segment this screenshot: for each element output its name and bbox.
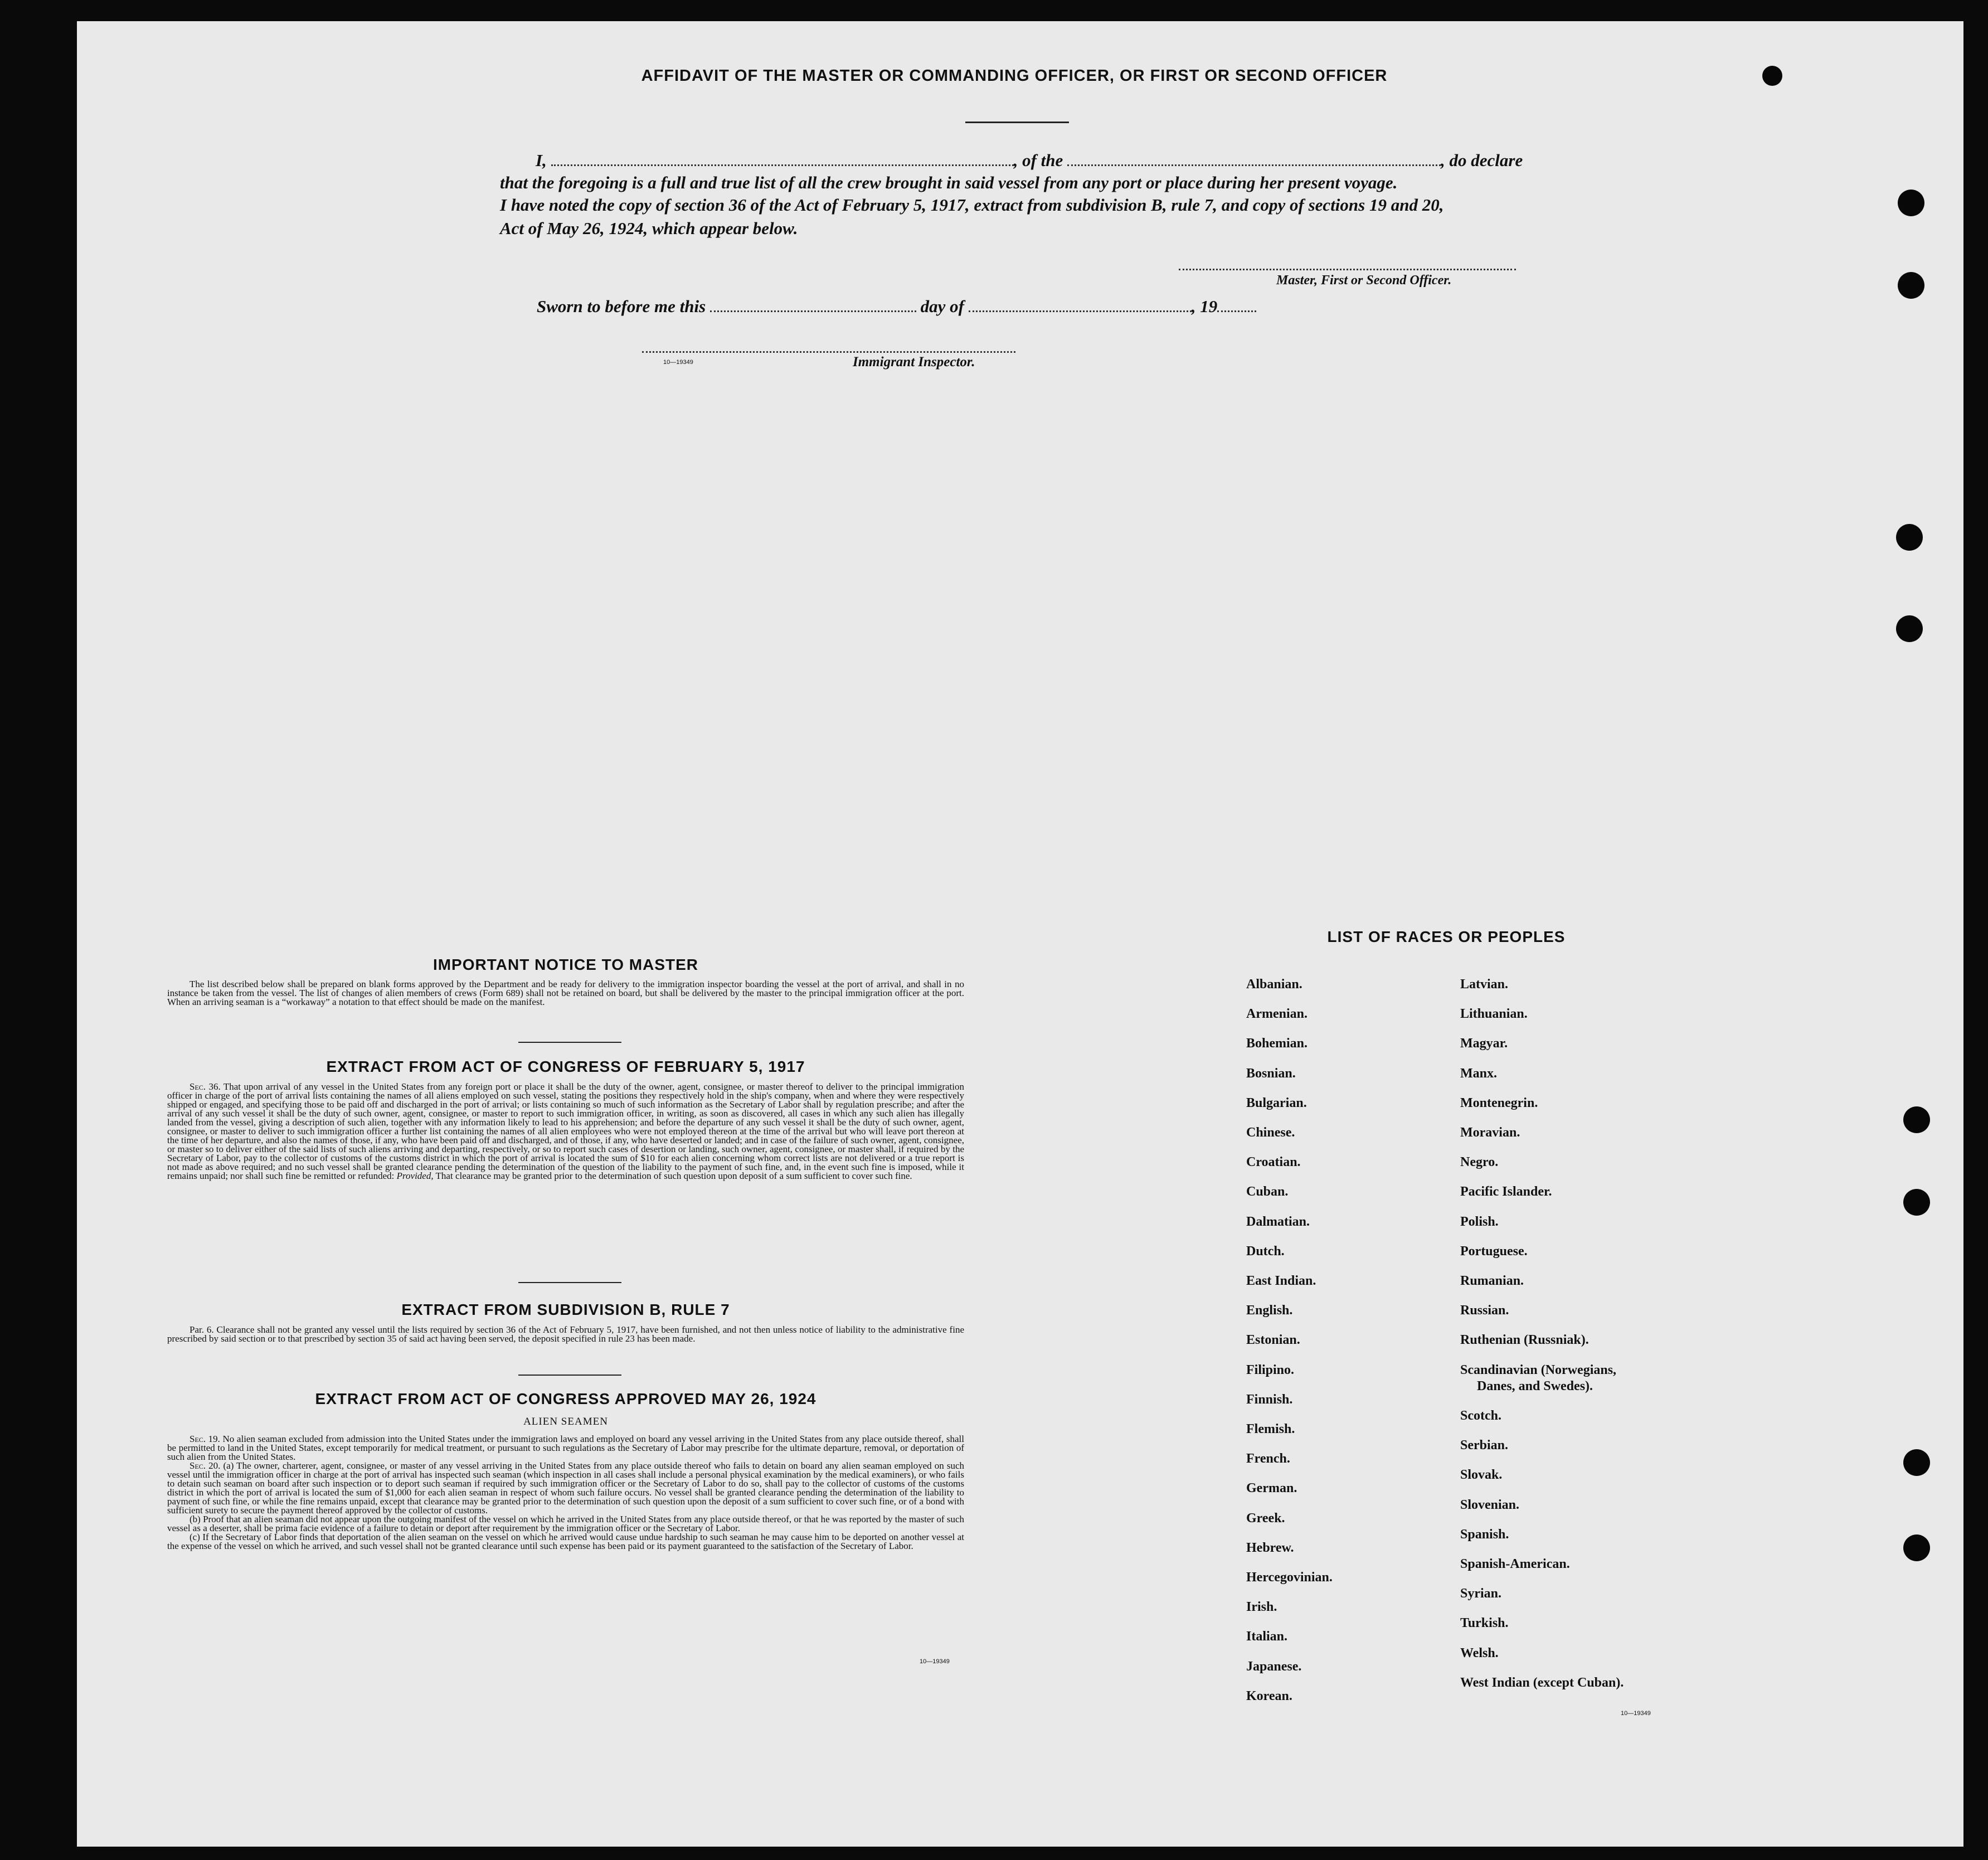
race-item: Dutch.	[1246, 1244, 1285, 1259]
extract-1917-title: EXTRACT FROM ACT OF CONGRESS OF FEBRUARY 5, 1917	[326, 1058, 805, 1075]
race-item: Scandinavian (Norwegians,	[1460, 1363, 1617, 1377]
signature-caption: Master, First or Second Officer.	[1276, 273, 1452, 288]
inspector-signature-line	[642, 351, 1015, 353]
affidavit-line-3: I have noted the copy of section 36 of the Act of February 5, 1917, extract from subdivision B, rule 7, and copy of sections 19 and 20,	[500, 195, 1444, 215]
race-item: Greek.	[1246, 1511, 1285, 1526]
divider-3	[518, 1375, 621, 1376]
race-item: Pacific Islander.	[1460, 1184, 1552, 1199]
affidavit-line-1	[500, 149, 1542, 172]
sec20b-paragraph: (b) Proof that an alien seaman did not appear upon the outgoing manifest of the vessel on which he arrived in the United States from any place outside thereof, or that he was reported by the master of such vessel as a deserter, shall be prima facie evidence of a failure to detain or deport after requirement by the immigration officer or the Secretary of Labor.	[167, 1514, 964, 1533]
race-item: Syrian.	[1460, 1586, 1502, 1601]
sec20a-paragraph	[167, 1461, 964, 1515]
race-item: West Indian (except Cuban).	[1460, 1676, 1624, 1690]
race-item: Albanian.	[1246, 977, 1302, 992]
rule7-paragraph: Par. 6. Clearance shall not be granted any vessel until the lists required by section 36 of the Act of February 5, 1917, have been furnished, and not then unless notice of liability to the administrative fine prescribed by said section or to that prescribed by section 35 of said act having been served, the deposit specified in rule 23 has been made.	[167, 1324, 964, 1344]
sec36-paragraph	[167, 1082, 964, 1181]
extract-form-number: 10—19349	[920, 1658, 950, 1665]
race-item: German.	[1246, 1481, 1297, 1495]
sworn-month-blank	[969, 310, 1192, 312]
punch-hole	[1898, 190, 1924, 216]
proviso-word: Provided,	[396, 1171, 434, 1181]
divider-2	[518, 1282, 621, 1283]
sworn-day-blank	[710, 310, 916, 312]
proviso-text: That clearance may be granted prior to the determination of such question upon deposit of a sum sufficient to cover such fine.	[435, 1171, 912, 1181]
affidavit-line-2: that the foregoing is a full and true list of all the crew brought in said vessel from any port or place during her present voyage.	[500, 173, 1398, 192]
notice-body	[167, 980, 964, 1007]
extract-1924-title: EXTRACT FROM ACT OF CONGRESS APPROVED MAY 26, 1924	[315, 1390, 816, 1407]
sec20c-paragraph: (c) If the Secretary of Labor finds that deportation of the alien seaman on the vessel on which he arrived would cause undue hardship to such seaman he may cause him to be deported on another vessel at the expense of the vessel on which he arrived, and such vessel shall not be granted clearance until such expense has been paid or its payment guaranteed to the satisfaction of the Secretary of Labor.	[167, 1532, 964, 1551]
race-item: Dalmatian.	[1246, 1215, 1310, 1229]
punch-hole	[1903, 1189, 1930, 1216]
punch-hole	[1762, 66, 1782, 86]
race-item: Armenian.	[1246, 1007, 1307, 1021]
race-item: Hebrew.	[1246, 1541, 1294, 1555]
affidavit-title: AFFIDAVIT OF THE MASTER OR COMMANDING OFFICER, OR FIRST OR SECOND OFFICER	[641, 67, 1388, 85]
affidavit-of-the: , of the	[1013, 150, 1063, 170]
vessel-blank	[1067, 164, 1441, 166]
sec36-text: That upon arrival of any vessel in the United States from any foreign port or place it shall be the duty of the owner, agent, consignee, or master thereof to deliver to the principal immigration officer in charge of the port of arrival lists containing the names of all aliens employed on such vessel, stating the positions they respectively hold in the ship's company, when and where they were respectively shipped or engaged, and specifying those to be paid off and discharged in the port of arrival; or lists containing so much of such information as the Secretary of Labor shall by regulation prescribe; and after the arrival of any such vessel it shall be the duty of such owner, agent, consignee, or master to report to such immigration officer, in writing, as soon as discovered, all cases in which any such alien has illegally landed from the vessel, giving a description of such alien, together with any information likely to lead to his apprehension; and before the departure of any such vessel it shall be the duty of such owner, agent, consignee, or master to deliver to such immigration officer a further list containing the names of all alien employees who were not employed thereon at the time of the arrival but who will leave port thereon at the time of her departure, and also the names of those, if any, who have been paid off and discharged, and of those, if any, who have deserted or landed; and in case of the failure of such owner, agent, consignee, or master so to deliver either of the said lists of such aliens arriving and departing, respectively, or so to report such cases of desertion or landing, such owner, agent, consignee, or master shall, if required by the Secretary of Labor, pay to the collector of customs of the customs district in which the port of arrival is located the sum of $10 for each alien concerning whom correct lists are not delivered or a true report is not made as above required; and no such vessel shall be granted clearance pending the determination of the question of the liability to the payment of such fine, and, in the event such fine is imposed, while it remains unpaid; nor shall such fine be remitted or refunded:	[167, 1081, 964, 1181]
race-item: Korean.	[1246, 1689, 1292, 1703]
race-item: Portuguese.	[1460, 1244, 1528, 1259]
sec19-paragraph	[167, 1435, 964, 1461]
affidavit-declare: , do declare	[1441, 150, 1523, 170]
race-item: Spanish-American.	[1460, 1557, 1570, 1571]
sworn-day-of: day of	[920, 297, 964, 316]
races-form-number: 10—19349	[1621, 1710, 1651, 1717]
race-item: Finnish.	[1246, 1392, 1293, 1407]
race-item: Welsh.	[1460, 1646, 1499, 1660]
extract-1917-body	[167, 1082, 964, 1181]
race-item: Magyar.	[1460, 1036, 1508, 1051]
affidavit-line-4: Act of May 26, 1924, which appear below.	[500, 218, 798, 238]
race-item: Slovak.	[1460, 1468, 1503, 1482]
sworn-year: , 19	[1191, 297, 1218, 316]
race-item: Cuban.	[1246, 1184, 1289, 1199]
extract-rule7-title: EXTRACT FROM SUBDIVISION B, RULE 7	[401, 1301, 730, 1318]
affidavit-form-number: 10—19349	[663, 359, 693, 366]
extract-1924-body	[167, 1435, 964, 1551]
punch-hole	[1903, 1106, 1930, 1133]
punch-hole	[1903, 1449, 1930, 1476]
sec20a-text: (a) The owner, charterer, agent, consignee, or master of any vessel arriving in the United States from any place outside thereof who fails to detain on board any alien seaman employed on such vessel until the immigration officer in charge at the port of arrival has inspected such seaman (which inspection in all cases shall include a personal physical examination by the medical examiners), or who fails to detain such seaman on board after such inspection or to deport such seaman if required by such immigration officer or the Secretary of Labor to do so, shall pay to the collector of customs of the customs district in which the port of arrival is located the sum of $1,000 for each alien seaman in respect of whom such failure occurs. No vessel shall be granted clearance pending the determination of the liability to payment of such fine, or while the fine remains unpaid, except that clearance may be granted prior to the determination of such question upon the deposit of a sum sufficient to cover such fine, or of a bond with sufficient surety to secure the payment thereof approved by the collector of customs.	[167, 1460, 964, 1516]
race-item: Slovenian.	[1460, 1498, 1520, 1512]
race-item: Negro.	[1460, 1155, 1499, 1169]
race-item: Croatian.	[1246, 1155, 1301, 1169]
notice-paragraph: The list described below shall be prepared on blank forms approved by the Department and be ready for delivery to the immigration inspector boarding the vessel at the port of arrival, and shall in no instance be taken from the vessel. The list of changes of alien members of crews (Form 689) shall not be retained on board, but shall be delivered by the master to the principal immigration officer at the port. When an arriving seaman is a “workaway” a notation to that effect should be made on the manifest.	[167, 979, 964, 1007]
sec19-label: Sec. 19.	[189, 1434, 220, 1444]
race-item: Flemish.	[1246, 1422, 1295, 1436]
race-item: Latvian.	[1460, 977, 1509, 992]
race-item: Filipino.	[1246, 1363, 1295, 1377]
race-item: Bosnian.	[1246, 1066, 1296, 1081]
race-item: Danes, and Swedes).	[1477, 1379, 1593, 1393]
sec20-label: Sec. 20.	[189, 1460, 221, 1471]
race-item: Irish.	[1246, 1600, 1277, 1614]
race-item: Japanese.	[1246, 1659, 1302, 1674]
alien-seamen-subtitle: ALIEN SEAMEN	[523, 1416, 608, 1427]
extract-rule7-body	[167, 1325, 964, 1343]
race-item: East Indian.	[1246, 1274, 1316, 1288]
race-item: Moravian.	[1460, 1125, 1520, 1140]
signature-line	[1179, 269, 1516, 270]
sworn-year-blank	[1217, 310, 1256, 312]
race-item: French.	[1246, 1451, 1290, 1466]
punch-hole	[1903, 1534, 1930, 1561]
divider-1	[518, 1042, 621, 1043]
race-item: Manx.	[1460, 1066, 1497, 1081]
race-item: Bulgarian.	[1246, 1096, 1307, 1110]
name-blank	[551, 164, 1014, 166]
race-item: Spanish.	[1460, 1527, 1509, 1542]
race-item: Bohemian.	[1246, 1036, 1308, 1051]
race-item: Estonian.	[1246, 1333, 1300, 1347]
title-divider	[965, 122, 1069, 123]
punch-hole	[1896, 615, 1923, 642]
punch-hole	[1896, 524, 1923, 551]
inspector-caption: Immigrant Inspector.	[853, 354, 975, 370]
notice-title: IMPORTANT NOTICE TO MASTER	[432, 956, 699, 973]
race-item: Scotch.	[1460, 1409, 1501, 1423]
sec36-label: Sec. 36.	[189, 1081, 221, 1092]
sworn-prefix: Sworn to before me this	[537, 297, 706, 316]
race-item: Hercegovinian.	[1246, 1570, 1333, 1585]
race-item: Rumanian.	[1460, 1274, 1524, 1288]
race-item: Russian.	[1460, 1303, 1509, 1318]
race-item: Italian.	[1246, 1629, 1288, 1644]
sworn-line	[537, 295, 1373, 318]
sec19-text: No alien seaman excluded from admission into the United States under the immigration laws and employed on board any vessel arriving in the United States from any place outside thereof, shall be permitted to land in the United States, except temporarily for medical treatment, or pursuant to such regulations as the Secretary of Labor may prescribe for the ultimate departure, removal, or deportation of such alien from the United States.	[167, 1434, 964, 1462]
race-item: Turkish.	[1460, 1616, 1509, 1630]
race-item: Serbian.	[1460, 1438, 1509, 1453]
races-title: LIST OF RACES OR PEOPLES	[1327, 928, 1566, 945]
race-item: Ruthenian (Russniak).	[1460, 1333, 1589, 1347]
affidavit-i: I,	[536, 150, 547, 170]
race-item: Chinese.	[1246, 1125, 1295, 1140]
race-item: English.	[1246, 1303, 1293, 1318]
race-item: Polish.	[1460, 1215, 1499, 1229]
punch-hole	[1898, 272, 1924, 299]
race-item: Lithuanian.	[1460, 1007, 1528, 1021]
race-item: Montenegrin.	[1460, 1096, 1538, 1110]
